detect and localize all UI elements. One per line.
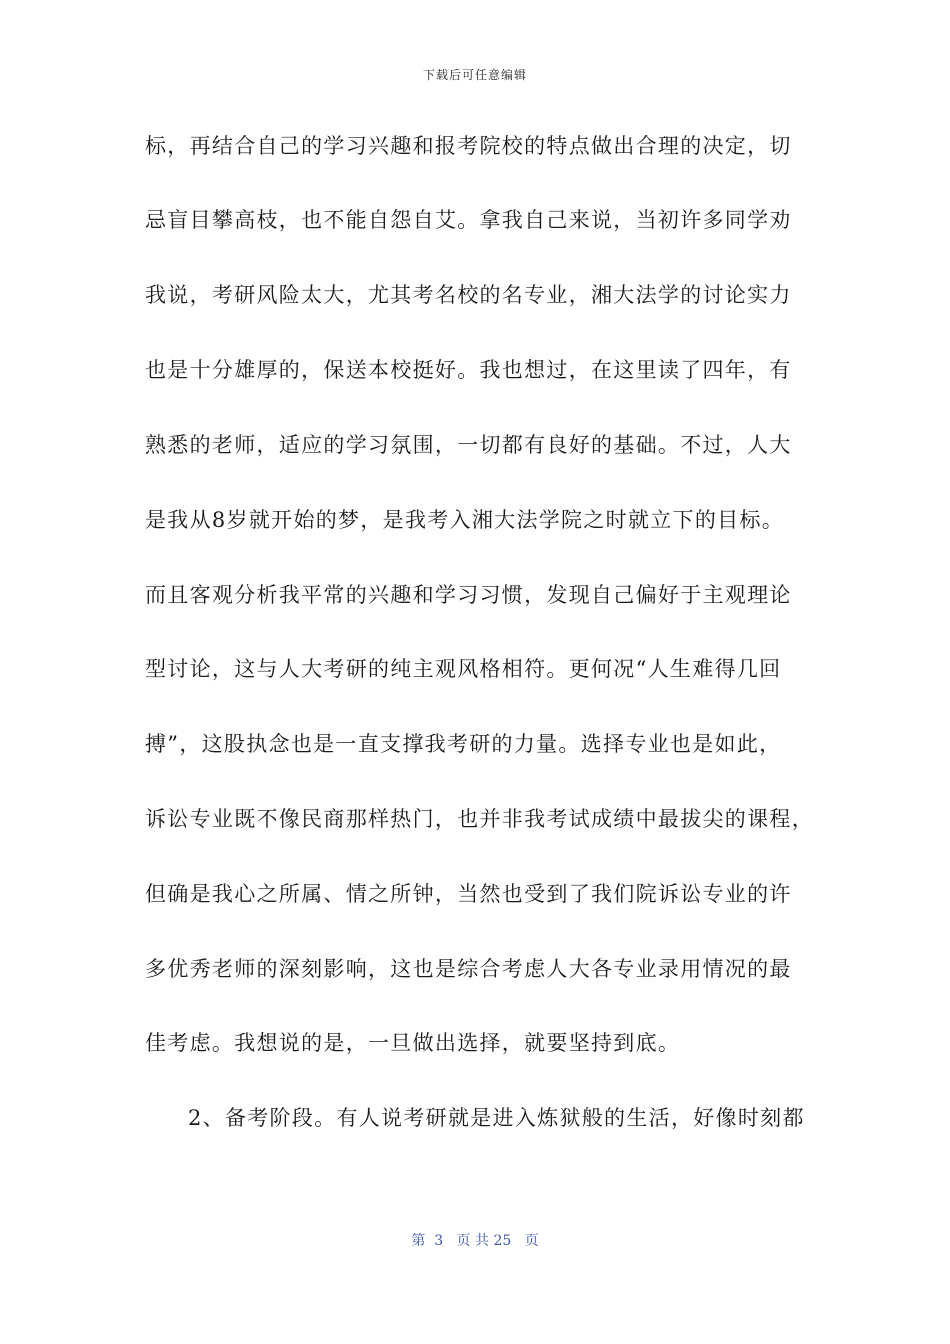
text-line: 而且客观分析我平常的兴趣和学习习惯，发现自己偏好于主观理论	[145, 583, 792, 607]
text-line-indented: 2、备考阶段。有人说考研就是进入炼狱般的生活，好像时刻都	[188, 1106, 805, 1130]
text-line: 我说，考研风险太大，尤其考名校的名专业，湘大法学的讨论实力	[145, 283, 792, 307]
text-line: 型讨论，这与人大考研的纯主观风格相符。更何况“人生难得几回	[145, 657, 782, 681]
text-line: 诉讼专业既不像民商那样热门，也并非我考试成绩中最拔尖的课程，	[145, 807, 814, 831]
current-page-number: 3	[434, 1233, 444, 1249]
text-line: 但确是我心之所属、情之所钟，当然也受到了我们院诉讼专业的许	[145, 882, 792, 906]
text-line: 是我从8岁就开始的梦，是我考入湘大法学院之时就立下的目标。	[145, 508, 785, 532]
text-line: 搏”，这股执念也是一直支撑我考研的力量。选择专业也是如此，	[145, 732, 782, 756]
footer-suffix: 页	[524, 1233, 539, 1249]
total-pages-number: 25	[493, 1233, 512, 1249]
page-footer	[0, 1230, 950, 1250]
text-line: 忌盲目攀高枝，也不能自怨自艾。拿我自己来说，当初许多同学劝	[145, 208, 792, 232]
text-line: 也是十分雄厚的，保送本校挺好。我也想过，在这里读了四年，有	[145, 358, 792, 382]
footer-prefix: 第	[411, 1233, 426, 1249]
text-line: 标，再结合自己的学习兴趣和报考院校的特点做出合理的决定，切	[145, 134, 792, 158]
text-line: 佳考虑。我想说的是，一旦做出选择，就要坚持到底。	[145, 1031, 681, 1055]
text-line: 多优秀老师的深刻影响，这也是综合考虑人大各专业录用情况的最	[145, 957, 792, 981]
footer-middle: 页 共	[456, 1233, 489, 1249]
text-line: 熟悉的老师，适应的学习氛围，一切都有良好的基础。不过，人大	[145, 433, 792, 457]
page-header: 下载后可任意编辑	[422, 68, 527, 82]
